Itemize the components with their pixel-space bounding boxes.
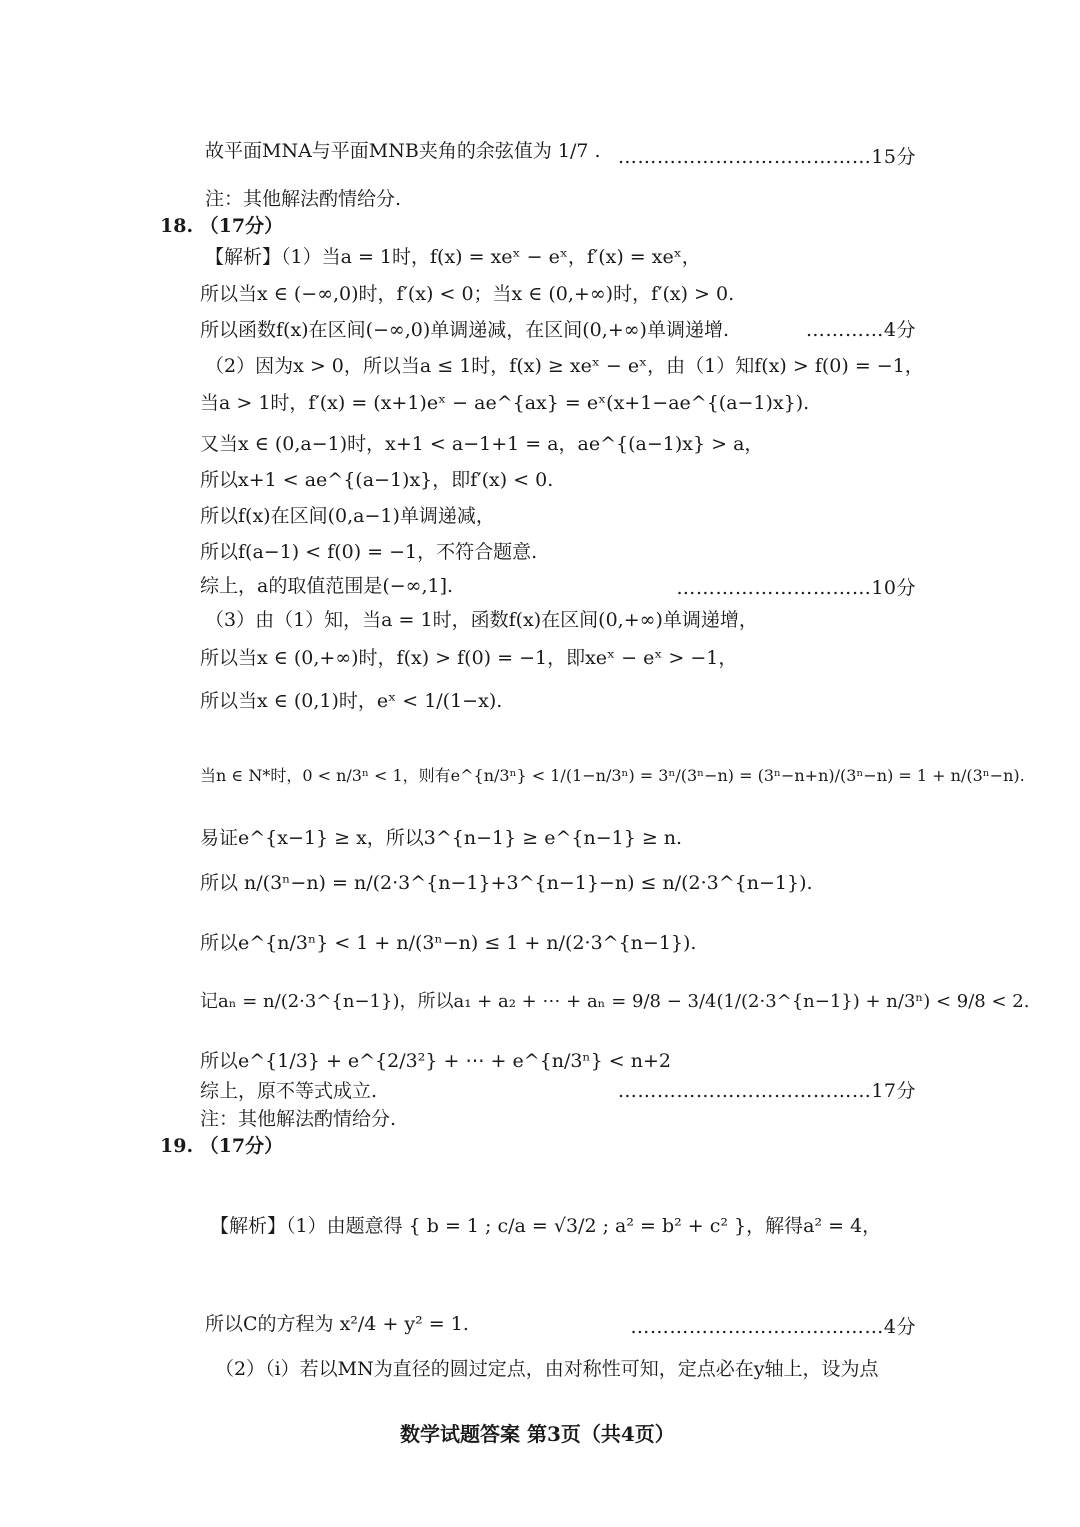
q18-line-20: 综上，原不等式成立.: [200, 1080, 378, 1102]
page-footer: 数学试题答案 第3页（共4页）: [400, 1422, 675, 1446]
q18-line-6: 又当x ∈ (0,a−1)时，x+1 < a−1+1 = a，ae^{(a−1)x} > a，: [200, 433, 764, 455]
q18-line-3: 所以函数f(x)在区间(−∞,0)单调递减，在区间(0,+∞)单调递增.: [200, 319, 730, 341]
note-17: 注：其他解法酌情给分.: [205, 188, 402, 210]
q18-line-19: 所以e^{1/3} + e^{2/3²} + ⋯ + e^{n/3ⁿ} < n+2: [200, 1050, 671, 1072]
q18-line-13: 所以当x ∈ (0,1)时，eˣ < 1/(1−x).: [200, 690, 503, 712]
q18-line-18: 记aₙ = n/(2·3^{n−1})，所以a₁ + a₂ + ⋯ + aₙ = 9/8 − 3/4(1/(2·3^{n−1}) + n/3ⁿ) < 9/8 < 2.: [200, 991, 1030, 1012]
q18-line-1: 【解析】（1）当a = 1时，f(x) = xeˣ − eˣ，f′(x) = xeˣ，: [205, 246, 701, 268]
q18-line-12: 所以当x ∈ (0,+∞)时，f(x) > f(0) = −1，即xeˣ − eˣ > −1，: [200, 647, 738, 669]
score-mark-10: …………………………10分: [676, 577, 916, 599]
note-18: 注：其他解法酌情给分.: [200, 1108, 397, 1130]
q18-line-11: （3）由（1）知，当a = 1时，函数f(x)在区间(0,+∞)单调递增，: [205, 609, 758, 631]
score-mark-17: …………………………………17分: [617, 1080, 916, 1102]
score-mark-4: …………4分: [805, 319, 916, 341]
score-mark-4b: …………………………………4分: [630, 1316, 916, 1338]
q19-line-3: （2）（i）若以MN为直径的圆过定点，由对称性可知，定点必在y轴上，设为点: [215, 1358, 879, 1380]
q18-line-4: （2）因为x > 0，所以当a ≤ 1时，f(x) ≥ xeˣ − eˣ，由（1）知f(x) > f(0) = −1，: [205, 355, 924, 377]
q18-line-14: 当n ∈ N*时，0 < n/3ⁿ < 1，则有e^{n/3ⁿ} < 1/(1−n/3ⁿ) = 3ⁿ/(3ⁿ−n) = (3ⁿ−n+n)/(3ⁿ−n) = 1 + n/(3ⁿ−n).: [200, 766, 1025, 785]
q18-line-2: 所以当x ∈ (−∞,0)时，f′(x) < 0；当x ∈ (0,+∞)时，f′(x) > 0.: [200, 283, 735, 305]
question-18-header: 18. （17分）: [160, 215, 284, 237]
q18-line-9: 所以f(a−1) < f(0) = −1，不符合题意.: [200, 541, 538, 563]
q19-line-1: 【解析】（1）由题意得 { b = 1 ; c/a = √3/2 ; a² = b² + c² }，解得a² = 4，: [210, 1215, 882, 1237]
q18-line-16: 所以 n/(3ⁿ−n) = n/(2·3^{n−1}+3^{n−1}−n) ≤ n/(2·3^{n−1}).: [200, 872, 813, 894]
q18-line-10: 综上，a的取值范围是(−∞,1].: [200, 575, 454, 597]
score-mark-15: …………………………………15分: [617, 146, 916, 168]
conclusion-line-17: 故平面MNA与平面MNB夹角的余弦值为 1/7 .: [205, 140, 601, 162]
q19-line-2: 所以C的方程为 x²/4 + y² = 1.: [205, 1313, 469, 1335]
question-19-header: 19. （17分）: [160, 1135, 284, 1157]
q18-line-8: 所以f(x)在区间(0,a−1)单调递减，: [200, 505, 495, 527]
q18-line-17: 所以e^{n/3ⁿ} < 1 + n/(3ⁿ−n) ≤ 1 + n/(2·3^{n−1}).: [200, 932, 697, 954]
q18-line-5: 当a > 1时，f′(x) = (x+1)eˣ − ae^{ax} = eˣ(x+1−ae^{(a−1)x}).: [200, 392, 810, 414]
q18-line-7: 所以x+1 < ae^{(a−1)x}，即f′(x) < 0.: [200, 469, 554, 491]
q18-line-15: 易证e^{x−1} ≥ x，所以3^{n−1} ≥ e^{n−1} ≥ n.: [200, 827, 683, 849]
